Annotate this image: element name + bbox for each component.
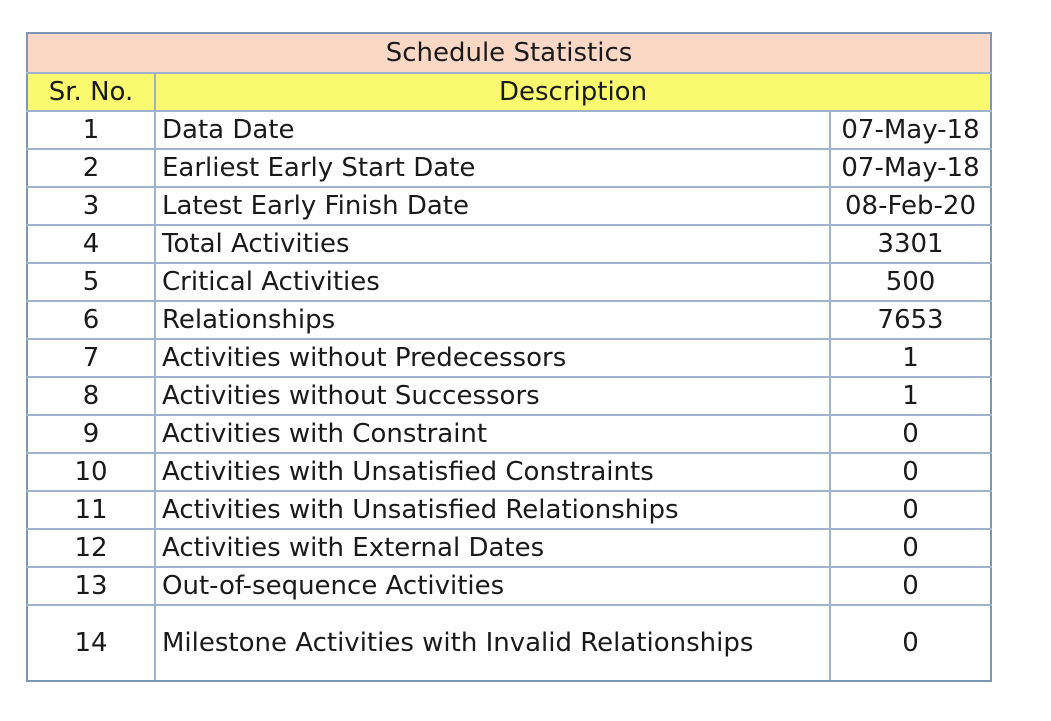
table-row [27,225,991,263]
sr-no-header: Sr. No. [27,73,155,111]
description-cell: Relationships [155,301,830,339]
table-title-row [27,33,991,73]
sr-no-cell: 2 [27,149,155,187]
schedule-statistics-table [26,32,992,682]
value-cell: 0 [830,453,991,491]
table-row [27,415,991,453]
description-cell: Activities with Unsatisfied Constraints [155,453,830,491]
description-cell: Latest Early Finish Date [155,187,830,225]
sr-no-cell: 5 [27,263,155,301]
value-cell: 3301 [830,225,991,263]
description-cell: Earliest Early Start Date [155,149,830,187]
table-title: Schedule Statistics [27,33,991,73]
description-cell: Activities with Constraint [155,415,830,453]
sr-no-cell: 11 [27,491,155,529]
table-row [27,111,991,149]
description-cell: Activities without Predecessors [155,339,830,377]
value-cell: 1 [830,339,991,377]
value-cell: 500 [830,263,991,301]
sr-no-cell: 1 [27,111,155,149]
sr-no-cell: 4 [27,225,155,263]
description-cell: Critical Activities [155,263,830,301]
table-row [27,491,991,529]
sr-no-cell: 8 [27,377,155,415]
description-cell: Data Date [155,111,830,149]
table-row [27,263,991,301]
table-row [27,605,991,681]
table-row [27,301,991,339]
table-row [27,149,991,187]
value-cell: 1 [830,377,991,415]
table-row [27,567,991,605]
sr-no-cell: 6 [27,301,155,339]
value-cell: 07-May-18 [830,111,991,149]
table-row [27,339,991,377]
sr-no-cell: 3 [27,187,155,225]
sr-no-cell: 9 [27,415,155,453]
table-row [27,529,991,567]
table-header-row [27,73,991,111]
value-cell: 0 [830,605,991,681]
value-cell: 07-May-18 [830,149,991,187]
sr-no-cell: 13 [27,567,155,605]
table-row [27,453,991,491]
value-cell: 0 [830,415,991,453]
description-cell: Activities without Successors [155,377,830,415]
description-cell: Activities with External Dates [155,529,830,567]
description-header: Description [155,73,991,111]
value-cell: 7653 [830,301,991,339]
sr-no-cell: 14 [27,605,155,681]
value-cell: 08-Feb-20 [830,187,991,225]
table-row [27,187,991,225]
value-cell: 0 [830,491,991,529]
sr-no-cell: 7 [27,339,155,377]
value-cell: 0 [830,567,991,605]
description-cell: Out-of-sequence Activities [155,567,830,605]
value-cell: 0 [830,529,991,567]
sr-no-cell: 12 [27,529,155,567]
description-cell: Total Activities [155,225,830,263]
description-cell: Activities with Unsatisfied Relationships [155,491,830,529]
sr-no-cell: 10 [27,453,155,491]
description-cell: Milestone Activities with Invalid Relationships [155,605,830,681]
table-row [27,377,991,415]
